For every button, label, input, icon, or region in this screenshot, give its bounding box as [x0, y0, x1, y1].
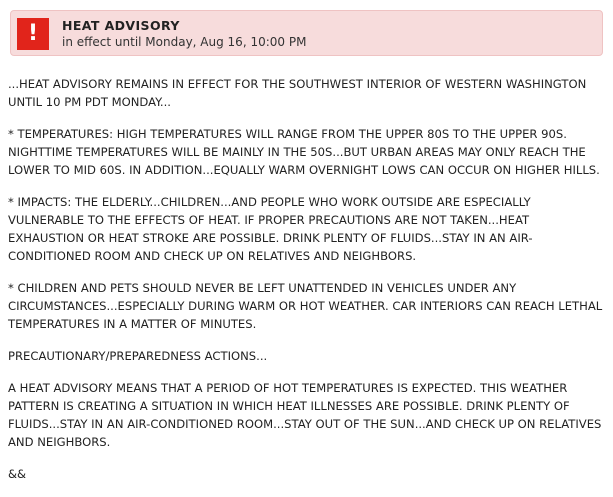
advisory-paragraph-impacts: * IMPACTS: THE ELDERLY...CHILDREN...AND PEOPLE WHO WORK OUTSIDE ARE ESPECIALLY VULNERABLE TO THE EFFECTS OF HEAT. IF PROPER PRECAUTIONS ARE NOT TAKEN...HEAT EXHAUSTION OR HEAT STROKE ARE POSSIBLE. DRINK PLENTY OF FLUIDS...STAY IN AN AIR-CONDITIONED ROOM AND CHECK UP ON RELATIVES AND NEIGHBORS.: [8, 195, 533, 263]
advisory-paragraph-actions-heading: PRECAUTIONARY/PREPAREDNESS ACTIONS...: [8, 349, 268, 363]
advisory-text: [8, 75, 608, 497]
alert-subtitle: in effect until Monday, Aug 16, 10:00 PM: [62, 35, 307, 49]
advisory-paragraph-vehicles: * CHILDREN AND PETS SHOULD NEVER BE LEFT UNATTENDED IN VEHICLES UNDER ANY CIRCUMSTANCES...ESPECIALLY DURING WARM OR HOT WEATHER. CAR INTERIORS CAN REACH LETHAL TEMPERATURES IN A MATTER OF MINUTES.: [8, 281, 603, 331]
advisory-paragraph-terminator: &&: [8, 467, 27, 481]
alert-title: HEAT ADVISORY: [62, 18, 180, 33]
exclamation-icon: !: [17, 18, 49, 50]
advisory-paragraph-temperatures: * TEMPERATURES: HIGH TEMPERATURES WILL RANGE FROM THE UPPER 80S TO THE UPPER 90S. NIGHTTIME TEMPERATURES WILL BE MAINLY IN THE 50S...BUT URBAN AREAS MAY ONLY REACH THE LOWER TO MID 60S. IN ADDITION...EQUALLY WARM OVERNIGHT LOWS CAN OCCUR ON HIGHER HILLS.: [8, 127, 600, 177]
advisory-paragraph-headline: ...HEAT ADVISORY REMAINS IN EFFECT FOR THE SOUTHWEST INTERIOR OF WESTERN WASHINGTON UNTIL 10 PM PDT MONDAY...: [8, 77, 587, 109]
advisory-paragraph-definition: A HEAT ADVISORY MEANS THAT A PERIOD OF HOT TEMPERATURES IS EXPECTED. THIS WEATHER PATTERN IS CREATING A SITUATION IN WHICH HEAT ILLNESSES ARE POSSIBLE. DRINK PLENTY OF FLUIDS...STAY IN AN AIR-CONDITIONED ROOM...STAY OUT OF THE SUN...AND CHECK UP ON RELATIVES AND NEIGHBORS.: [8, 381, 602, 449]
heat-advisory-banner: [10, 10, 603, 56]
